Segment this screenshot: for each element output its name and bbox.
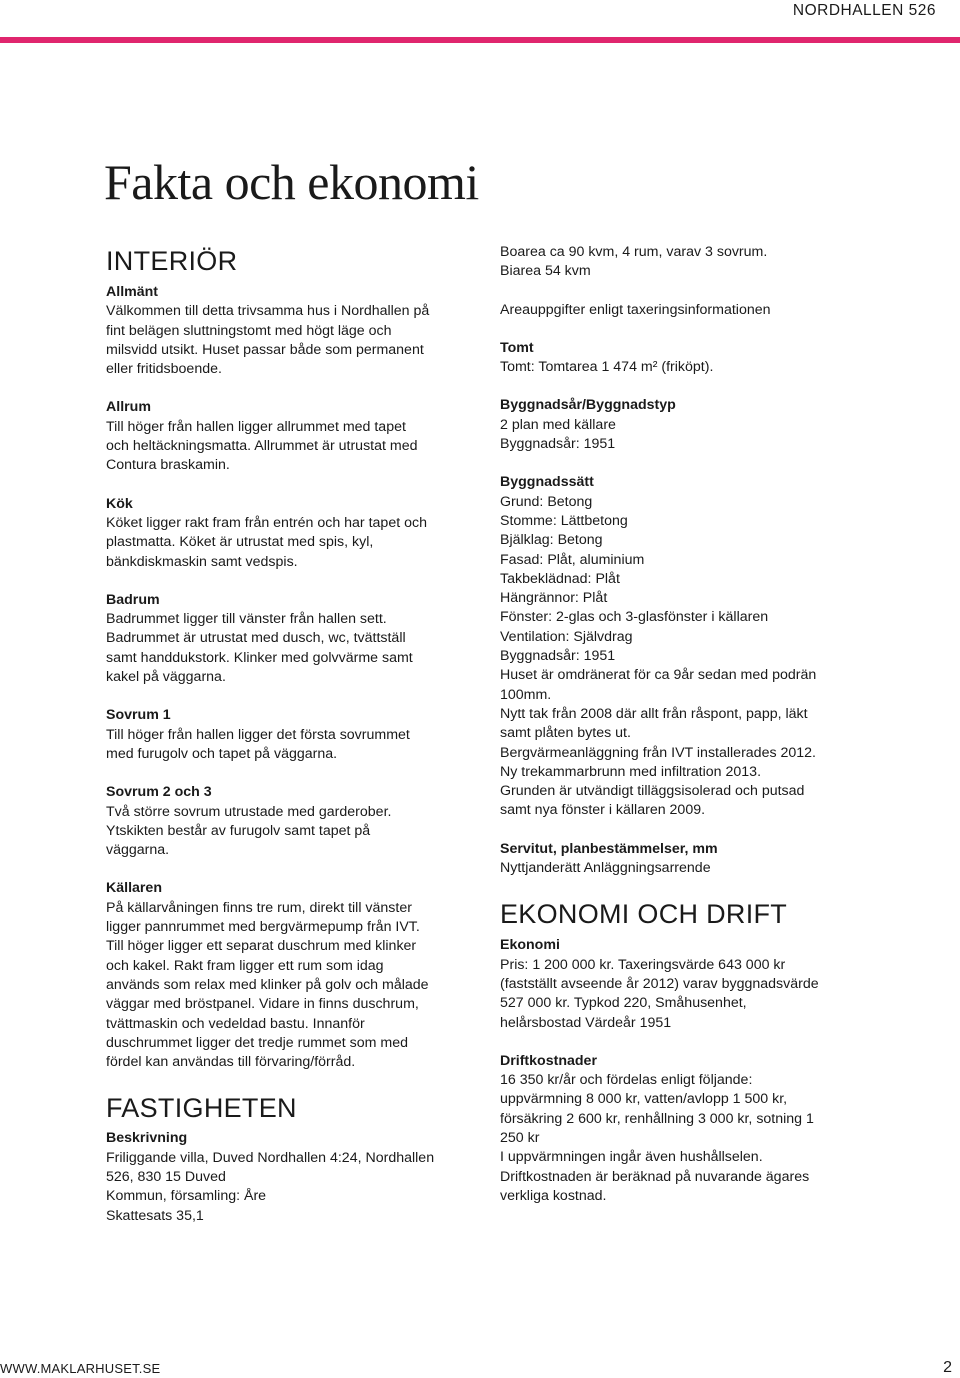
text-line: duschrummet ligger det tredje rummet som med bbox=[106, 1034, 408, 1051]
block-allrum bbox=[106, 398, 481, 475]
block-ekonomi bbox=[500, 936, 860, 1032]
block-byggnadssatt bbox=[500, 473, 860, 820]
block-servitut bbox=[500, 840, 860, 879]
block-heading: Driftkostnader bbox=[500, 1052, 597, 1069]
text-line: tvättmaskin och vedeldad bastu. Innanför bbox=[106, 1015, 365, 1032]
block-byggnadsar bbox=[500, 396, 860, 454]
block-heading: Källaren bbox=[106, 880, 162, 897]
left-column bbox=[106, 243, 481, 1226]
block-sovrum-1 bbox=[106, 706, 481, 764]
text-line: Byggnadsår: 1951 bbox=[500, 648, 616, 665]
block-kallaren bbox=[106, 879, 481, 1072]
page-title: Fakta och ekonomi bbox=[104, 154, 479, 210]
text-line: 16 350 kr/år och fördelas enligt följande: bbox=[500, 1072, 753, 1089]
block-badrum bbox=[106, 591, 481, 687]
text-line: Skattesats 35,1 bbox=[106, 1207, 204, 1224]
text-line: bänkdiskmaskin samt vedspis. bbox=[106, 553, 298, 570]
text-line: kakel på väggarna. bbox=[106, 669, 226, 686]
right-column bbox=[500, 243, 860, 1206]
text-line: Fasad: Plåt, aluminium bbox=[500, 551, 645, 568]
text-line: I uppvärmningen ingår även hushållselen. bbox=[500, 1149, 763, 1166]
header-label: NORDHALLEN 526 bbox=[792, 2, 936, 19]
text-line: Köket ligger rakt fram från entrén och har tapet och bbox=[106, 514, 427, 531]
text-line: Badrummet ligger till vänster från hallen sett. bbox=[106, 611, 387, 628]
accent-rule bbox=[0, 37, 960, 43]
text-line: 526, 830 15 Duved bbox=[106, 1168, 226, 1185]
text-line: Pris: 1 200 000 kr. Taxeringsvärde 643 000 kr bbox=[500, 956, 786, 973]
text-line: 2 plan med källare bbox=[500, 416, 616, 433]
text-line: Areauppgifter enligt taxeringsinformationen bbox=[500, 301, 771, 318]
text-line: Boarea ca 90 kvm, 4 rum, varav 3 sovrum. bbox=[500, 244, 768, 260]
text-line: Välkommen till detta trivsamma hus i Nordhallen på bbox=[106, 303, 430, 320]
text-line: försäkring 2 600 kr, renhållning 3 000 kr, sotning 1 bbox=[500, 1110, 814, 1127]
text-line: Kommun, församling: Åre bbox=[106, 1188, 267, 1205]
text-line: På källarvåningen finns tre rum, direkt till vänster bbox=[106, 899, 412, 916]
block-driftkostnader bbox=[500, 1052, 860, 1206]
section-heading-fastigheten: FASTIGHETEN bbox=[106, 1093, 297, 1124]
text-line: Till höger ligger ett separat duschrum med klinker bbox=[106, 938, 417, 955]
footer-url[interactable]: WWW.MAKLARHUSET.SE bbox=[0, 1361, 161, 1376]
text-line: Hängrännor: Plåt bbox=[500, 590, 608, 607]
text-line: samt nya fönster i källaren 2009. bbox=[500, 802, 706, 819]
block-heading: Ekonomi bbox=[500, 937, 560, 954]
text-line: Friliggande villa, Duved Nordhallen 4:24, Nordhallen bbox=[106, 1149, 435, 1166]
text-line: används som relax med klinker på golv och målade bbox=[106, 976, 429, 993]
section-heading-ekonomi: EKONOMI OCH DRIFT bbox=[500, 899, 788, 930]
text-line: med furugolv och tapet på väggarna. bbox=[106, 745, 338, 762]
block-allmant bbox=[106, 283, 481, 379]
text-line: Tomt: Tomtarea 1 474 m² (friköpt). bbox=[500, 359, 714, 376]
block-heading: Allrum bbox=[106, 399, 151, 416]
section-heading-interior: INTERIÖR bbox=[106, 246, 238, 276]
text-line: och heltäckningsmatta. Allrummet är utrustat med bbox=[106, 438, 418, 455]
text-line: milsvidd utsikt. Huset passar både som permanent bbox=[106, 341, 424, 358]
text-line: Stomme: Lättbetong bbox=[500, 512, 628, 529]
text-line: Fönster: 2-glas och 3-glasfönster i källaren bbox=[500, 609, 769, 626]
text-line: Grunden är utvändigt tilläggsisolerad och putsad bbox=[500, 783, 805, 800]
block-heading: Byggnadssätt bbox=[500, 474, 594, 491]
block-heading: Kök bbox=[106, 495, 133, 512]
block-heading: Sovrum 1 bbox=[106, 707, 171, 724]
text-line: Takbeklädnad: Plåt bbox=[500, 570, 620, 587]
block-area-note bbox=[500, 301, 860, 320]
block-heading: Servitut, planbestämmelser, mm bbox=[500, 840, 718, 857]
text-line: Biarea 54 kvm bbox=[500, 263, 591, 280]
text-line: Bjälklag: Betong bbox=[500, 532, 603, 549]
text-line: verkliga kostnad. bbox=[500, 1187, 607, 1204]
block-tomt bbox=[500, 339, 860, 378]
text-line: fint belägen sluttningstomt med högt läge och bbox=[106, 322, 392, 339]
text-line: Byggnadsår: 1951 bbox=[500, 436, 616, 453]
block-sovrum-2-3 bbox=[106, 783, 481, 860]
text-line: Nytt tak från 2008 där allt från råspont, papp, läkt bbox=[500, 705, 808, 722]
text-line: 527 000 kr. Typkod 220, Småhusenhet, bbox=[500, 995, 747, 1012]
text-line: 100mm. bbox=[500, 686, 552, 703]
text-line: Till höger från hallen ligger det första sovrummet bbox=[106, 726, 410, 743]
text-line: 250 kr bbox=[500, 1129, 540, 1146]
text-line: Ny trekammarbrunn med infiltration 2013. bbox=[500, 763, 762, 780]
block-heading: Allmänt bbox=[106, 284, 159, 300]
text-line: eller fritidsboende. bbox=[106, 361, 222, 378]
text-line: plastmatta. Köket är utrustat med spis, kyl, bbox=[106, 534, 374, 551]
block-heading: Tomt bbox=[500, 339, 534, 356]
block-heading: Beskrivning bbox=[106, 1130, 188, 1147]
text-line: Nyttjanderätt Anläggningsarrende bbox=[500, 860, 711, 877]
block-beskrivning bbox=[106, 1129, 481, 1225]
text-line: Grund: Betong bbox=[500, 493, 593, 510]
text-line: uppvärmning 8 000 kr, vatten/avlopp 1 500 kr, bbox=[500, 1091, 788, 1108]
text-line: Badrummet är utrustat med dusch, wc, tvättställ bbox=[106, 630, 406, 647]
text-line: samt plåten bytes ut. bbox=[500, 725, 631, 742]
text-line: fördel kan användas till förvaring/förråd. bbox=[106, 1054, 356, 1071]
block-heading: Badrum bbox=[106, 591, 160, 608]
text-line: och kakel. Rakt fram ligger ett rum som idag bbox=[106, 957, 384, 974]
text-line: Till höger från hallen ligger allrummet med tapet bbox=[106, 418, 406, 435]
text-line: väggar med bröstpanel. Vidare in finns duschrum, bbox=[106, 996, 419, 1013]
text-line: Huset är omdränerat för ca 9år sedan med podrän bbox=[500, 667, 817, 684]
text-line: Ytskikten består av furugolv samt tapet på bbox=[106, 822, 371, 839]
text-line: Två större sovrum utrustade med garderober. bbox=[106, 803, 392, 820]
text-line: samt handdukstork. Klinker med golvvärme samt bbox=[106, 649, 413, 666]
block-heading: Sovrum 2 och 3 bbox=[106, 784, 212, 801]
text-line: Contura braskamin. bbox=[106, 457, 230, 474]
text-line: väggarna. bbox=[106, 842, 170, 859]
text-line: ligger pannrummet med bergvärmepump från IVT. bbox=[106, 919, 420, 936]
text-line: Driftkostnaden är beräknad på nuvarande ägares bbox=[500, 1168, 810, 1185]
text-line: (fastställt avseende år 2012) varav byggnadsvärde bbox=[500, 975, 819, 992]
block-heading: Byggnadsår/Byggnadstyp bbox=[500, 397, 676, 414]
block-kok bbox=[106, 495, 481, 572]
text-line: helårsbostad Värdeår 1951 bbox=[500, 1014, 672, 1031]
block-area bbox=[500, 243, 860, 282]
page-number: 2 bbox=[943, 1359, 952, 1376]
text-line: Ventilation: Självdrag bbox=[500, 628, 633, 645]
text-line: Bergvärmeanläggning från IVT installerades 2012. bbox=[500, 744, 816, 761]
